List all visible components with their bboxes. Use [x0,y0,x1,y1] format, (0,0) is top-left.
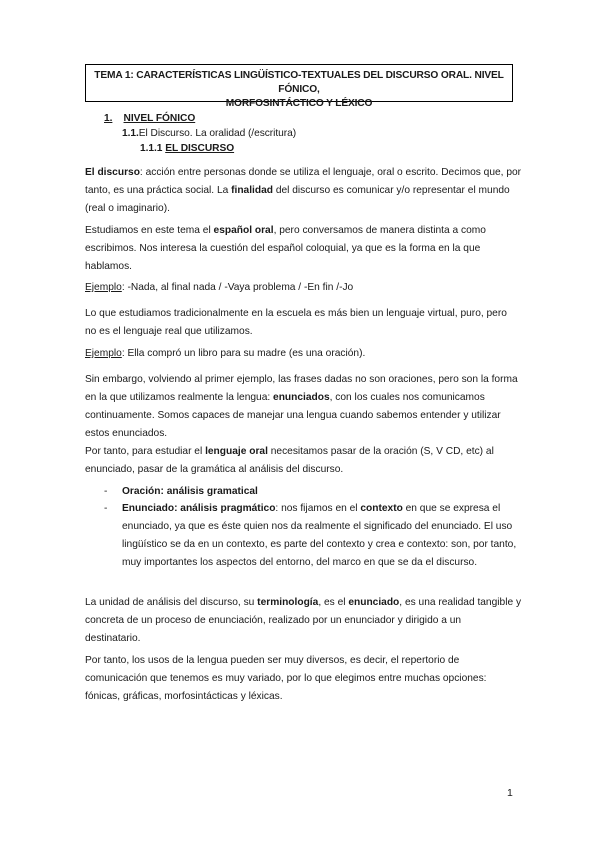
paragraph-unidad-analisis [85,594,522,648]
bullet-2-part-d: en que se expresa el [402,503,501,514]
p1-line-1: : acción entre personas donde se utiliza el lenguaje, oral o escrito. Decimos que, por [139,167,522,178]
paragraph-lenguaje-virtual [85,305,515,341]
p1-line-3: (real o imaginario). [85,203,170,214]
term-lenguaje-oral: lenguaje oral [205,446,268,457]
term-contexto: contexto [360,503,403,514]
p6-line-3: destinatario. [85,633,141,644]
term-finalidad: finalidad [231,185,273,196]
bullet-2-term: Enunciado: análisis pragmático [122,503,276,514]
bullet-2-line-3: lingüístico se da en un contexto, es parte del contexto y crea e contexto: son, por tanto, [122,539,517,550]
p4-line-1: Sin embargo, volviendo al primer ejemplo, las frases dadas no son oraciones, pero son la forma [85,374,518,385]
example-1-label: Ejemplo [85,282,122,293]
bullet-1-text: Oración: análisis gramatical [122,486,258,497]
p7-line-1: Por tanto, los usos de la lengua pueden ser muy diversos, es decir, el repertorio de [85,655,460,666]
page-number: 1 [507,787,513,799]
paragraph-espanol-oral [85,222,515,276]
bullet-enunciado [122,500,516,572]
term-enunciado: enunciado [348,597,400,608]
heading-1-number: 1. [104,113,113,124]
p4-line-2c: , con los cuales nos comunicamos [329,392,485,403]
p4-line-4: estos enunciados. [85,428,168,439]
p6-line-2: concreta de un proceso de enunciación, realizado por un enunciador y dirigido a un [85,615,462,626]
heading-3 [140,140,234,158]
term-espanol-oral: español oral [213,225,274,236]
p3-line-1: Lo que estudiamos tradicionalmente en la escuela es más bien un lenguaje virtual, puro, pero [85,308,507,319]
p4-line-3: continuamente. Somos capaces de manejar una lengua cuando sabemos entender y utilizar [85,410,501,421]
p2-line-1a: Estudiamos en este tema el [85,225,214,236]
term-discurso: El discurso [85,167,140,178]
p3-line-2: no es el lenguaje real que utilizamos. [85,326,253,337]
p7-line-3: fónicas, gráficas, morfosintácticas y léxicas. [85,691,283,702]
example-2-label: Ejemplo [85,348,122,359]
p1-line-2c: del discurso es comunicar y/o representar el mundo [273,185,510,196]
heading-1-text: NIVEL FÓNICO [123,113,196,124]
paragraph-usos-lengua [85,652,515,706]
example-2 [85,345,515,363]
paragraph-enunciados [85,371,518,443]
p7-line-2: comunicación que tenemos es muy variado, por lo que elegimos entre muchas opciones: [85,673,487,684]
p2-line-1c: , pero conversamos de manera distinta a como [273,225,486,236]
bullet-dash-2: - [104,503,108,514]
p2-line-3: hablamos. [85,261,133,272]
bullet-2-part-b: : nos fijamos en el [275,503,361,514]
p5-line-1a: Por tanto, para estudiar el [85,446,206,457]
heading-3-number: 1.1.1 [140,143,163,154]
bullet-dash-1: - [104,486,108,497]
example-1-text: : -Nada, al final nada / -Vaya problema / -En fin /-Jo [121,282,354,293]
heading-3-text: EL DISCURSO [165,143,235,154]
paragraph-discurso [85,164,522,218]
p5-line-2: enunciado, pasar de la gramática al análisis del discurso. [85,464,344,475]
bullet-2-line-2: enunciado, ya que es éste quien nos da realmente el significado del enunciado. El uso [122,521,513,532]
term-terminologia: terminología [257,597,319,608]
bullet-2-line-4: muy importantes los aspectos del entorno, del marco en que se da el discurso. [122,557,478,568]
p6-line-1c: , es el [318,597,349,608]
p2-line-2: escribimos. Nos interesa la cuestión del español coloquial, ya que es la forma en la que [85,243,481,254]
example-2-text: : Ella compró un libro para su madre (es una oración). [121,348,366,359]
heading-2-text: El Discurso. La oralidad (/escritura) [138,128,297,139]
title-line-2: MORFOSINTÁCTICO Y LÉXICO [225,98,373,109]
p6-line-1a: La unidad de análisis del discurso, su [85,597,258,608]
bullet-oracion [122,483,258,501]
p4-line-2a: en la que utilizamos realmente la lengua: [85,392,274,403]
heading-2-number: 1.1. [122,128,139,139]
p1-line-2a: tanto, es una práctica social. La [85,185,232,196]
term-enunciados: enunciados [273,392,330,403]
p6-line-1e: , es una realidad tangible y [399,597,522,608]
p5-line-1c: necesitamos pasar de la oración (S, V CD, etc) al [267,446,494,457]
title-line-1: TEMA 1: CARACTERÍSTICAS LINGÜÍSTICO-TEXTUALES DEL DISCURSO ORAL. NIVEL FÓNICO, [94,70,504,95]
paragraph-lenguaje-oral [85,443,515,479]
document-title-box [85,64,513,109]
example-1 [85,279,515,297]
